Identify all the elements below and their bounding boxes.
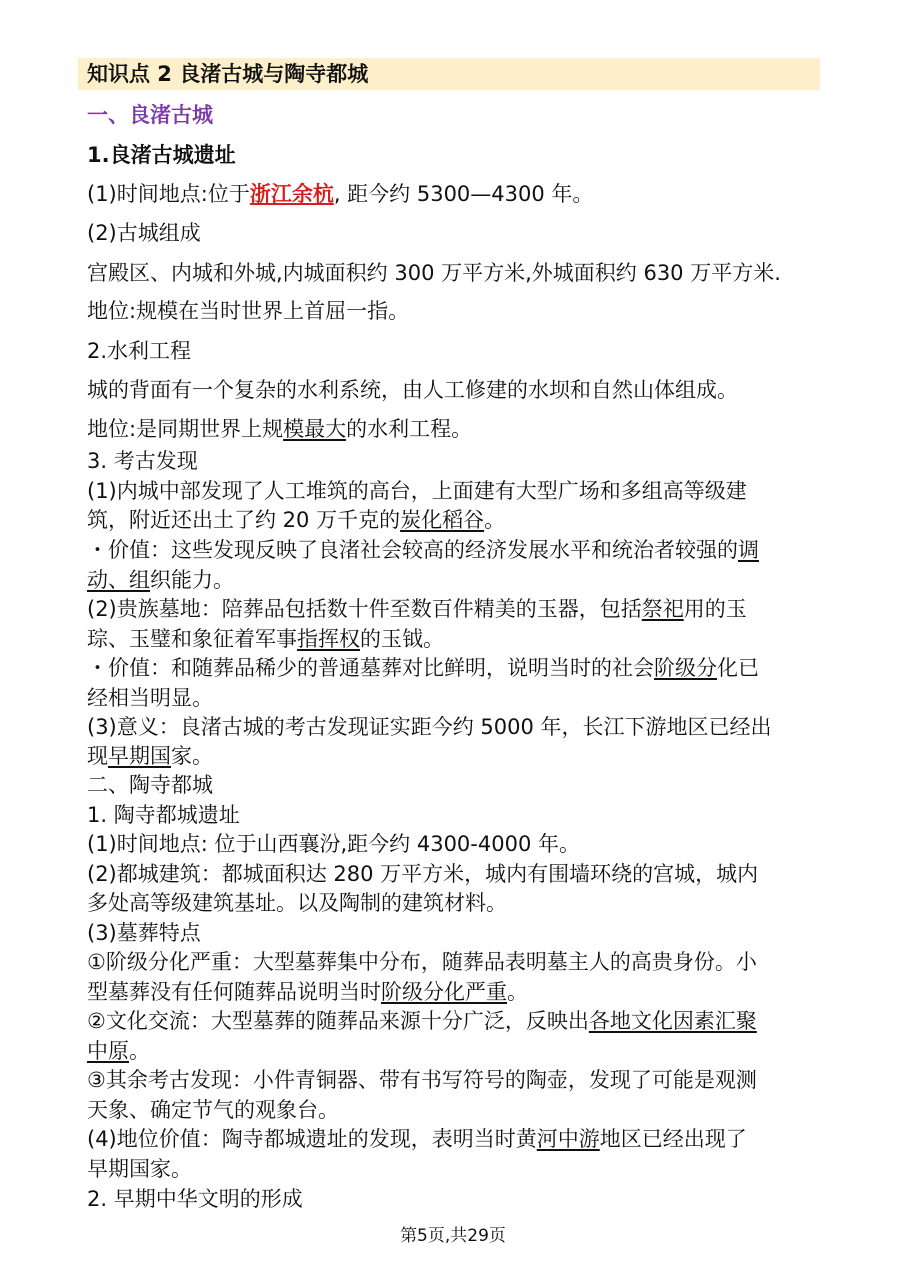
subheading-archaeology: 3. 考古发现 [87, 449, 198, 473]
subheading-site: 1.良渚古城遗址 [87, 143, 236, 167]
text-line: (2)古城组成 [87, 221, 201, 245]
text-line: 多处高等级建筑基址。以及陶制的建筑材料。 [87, 891, 507, 915]
heading-taosi: 二、陶寺都城 [87, 773, 213, 797]
text-line: (4)地位价值：陶寺都城遗址的发现，表明当时黄河中游地区已经出现了 [87, 1127, 747, 1151]
text-line: (2)都城建筑：都城面积达 280 万平方米，城内有围墙环绕的宫城，城内 [87, 862, 759, 886]
subheading-civilization: 2. 早期中华文明的形成 [87, 1187, 303, 1211]
text-line: 经相当明显。 [87, 686, 213, 710]
text-line: ①阶级分化严重：大型墓葬集中分布，随葬品表明墓主人的高贵身份。小 [87, 950, 757, 974]
text-line: (3)墓葬特点 [87, 921, 201, 945]
text-line: ②文化交流：大型墓葬的随葬品来源十分广泛，反映出各地文化因素汇聚 [87, 1009, 757, 1033]
text-line: 宫殿区、内城和外城,内城面积约 300 万平方米,外城面积约 630 万平方米. [87, 261, 781, 285]
text-line: ・价值：和随葬品稀少的普通墓葬对比鲜明，说明当时的社会阶级分化已 [87, 656, 759, 680]
text-line: (2)贵族墓地：陪葬品包括数十件至数百件精美的玉器，包括祭祀用的玉 [87, 597, 747, 621]
highlight-place: 浙江余杭 [249, 182, 334, 206]
text-line: (1)时间地点:位于浙江余杭, 距今约 5300—4300 年。 [87, 182, 594, 206]
subheading-water: 2.水利工程 [87, 339, 192, 363]
heading-liangzhu: 一、良渚古城 [87, 103, 213, 127]
text-line: 地位:是同期世界上规模最大的水利工程。 [87, 417, 473, 441]
text-line: (1)内城中部发现了人工堆筑的高台，上面建有大型广场和多组高等级建 [87, 479, 747, 503]
text-line: (3)意义：良渚古城的考古发现证实距今约 5000 年，长江下游地区已经出 [87, 715, 772, 739]
text-line: (1)时间地点: 位于山西襄汾,距今约 4300-4000 年。 [87, 832, 580, 856]
text-line: 动、组织能力。 [87, 568, 234, 592]
text-line: ③其余考古发现：小件青铜器、带有书写符号的陶壶，发现了可能是观测 [87, 1068, 757, 1092]
text-line: 中原。 [87, 1039, 150, 1063]
text-line: 琮、玉璧和象征着军事指挥权的玉钺。 [87, 627, 444, 651]
text-line: 早期国家。 [87, 1157, 192, 1181]
section-title: 知识点 2 良渚古城与陶寺都城 [87, 62, 369, 86]
text-line: 地位:规模在当时世界上首屈一指。 [87, 299, 410, 323]
page-number: 第5页,共29页 [400, 1226, 506, 1246]
subheading-taosi-site: 1. 陶寺都城遗址 [87, 803, 240, 827]
text-line: 现早期国家。 [87, 744, 213, 768]
text-line: 筑，附近还出土了约 20 万千克的炭化稻谷。 [87, 508, 506, 532]
text-line: 型墓葬没有任何随葬品说明当时阶级分化严重。 [87, 980, 528, 1004]
text-line: 城的背面有一个复杂的水利系统，由人工修建的水坝和自然山体组成。 [87, 378, 738, 402]
text-line: 天象、确定节气的观象台。 [87, 1098, 339, 1122]
text-line: ・价值：这些发现反映了良渚社会较高的经济发展水平和统治者较强的调 [87, 538, 759, 562]
